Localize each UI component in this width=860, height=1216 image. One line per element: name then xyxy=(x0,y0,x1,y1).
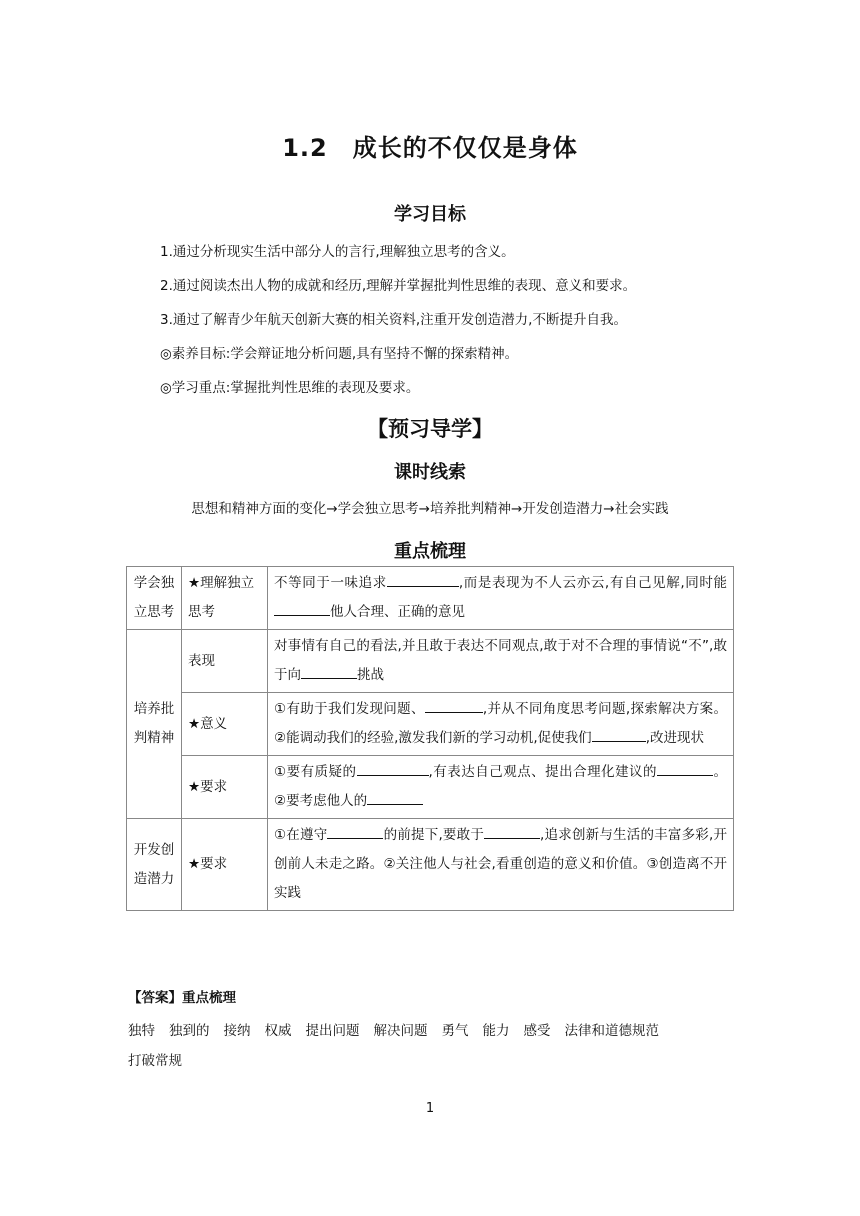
content-text: 他人合理、正确的意见 xyxy=(330,604,465,620)
answer-item: 解决问题 xyxy=(373,1023,428,1039)
topic-cell: 培养批判精神 xyxy=(127,630,182,819)
topic-cell: 学会独立思考 xyxy=(127,567,182,630)
goal-item: ◎素养目标:学会辩证地分析问题,具有坚持不懈的探索精神。 xyxy=(160,346,519,362)
content-text: 对事情有自己的看法,并且敢于表达不同观点,敢于对不合理的事情说“不”,敢于向 xyxy=(274,638,727,683)
goal-item: 2.通过阅读杰出人物的成就和经历,理解并掌握批判性思维的表现、意义和要求。 xyxy=(160,278,637,294)
table-row xyxy=(127,693,734,756)
fill-blank xyxy=(357,761,429,776)
fill-blank xyxy=(301,664,357,679)
table-row xyxy=(127,630,734,693)
answer-list xyxy=(128,1016,738,1076)
answer-item: 接纳 xyxy=(223,1023,251,1039)
answer-item: 独到的 xyxy=(169,1023,210,1039)
content-text: ①有助于我们发现问题、 xyxy=(274,701,425,717)
table-row xyxy=(127,819,734,911)
content-text: 不等同于一味追求 xyxy=(274,575,387,591)
fill-blank xyxy=(425,698,483,713)
fill-blank xyxy=(274,601,330,616)
answer-item: 独特 xyxy=(128,1023,155,1039)
subtopic-cell: 表现 xyxy=(182,630,268,693)
content-cell xyxy=(268,756,734,819)
content-text: ①在遵守 xyxy=(274,827,328,843)
content-cell xyxy=(268,630,734,693)
fill-blank xyxy=(657,761,713,776)
answer-item: 提出问题 xyxy=(305,1023,360,1039)
section-heading-goals: 学习目标 xyxy=(394,204,466,225)
answer-header: 【答案】重点梳理 xyxy=(128,990,236,1006)
content-cell xyxy=(268,693,734,756)
content-cell xyxy=(268,567,734,630)
content-text: 的前提下,要敢于 xyxy=(383,827,485,843)
answer-item: 能力 xyxy=(482,1023,510,1039)
fill-blank xyxy=(592,727,646,742)
fill-blank xyxy=(484,824,540,839)
key-points-table xyxy=(126,566,734,911)
page-number: 1 xyxy=(425,1101,435,1116)
content-text: ,追求创新与生活的丰富多彩,开创前人未走之路。②关注他人与社会,看重创造的意义和价值。③创造离不开实践 xyxy=(274,827,727,901)
topic-cell: 开发创造潜力 xyxy=(127,819,182,911)
goal-item: 1.通过分析现实生活中部分人的言行,理解独立思考的含义。 xyxy=(160,244,515,260)
content-text: ①要有质疑的 xyxy=(274,764,357,780)
fill-blank xyxy=(387,572,459,587)
content-text: ,并从不同角度思考问题,探索解决方案。②能调动我们的经验,激发我们新的学习动机,促使我们 xyxy=(274,701,727,746)
section-heading-preview: 【预习导学】 xyxy=(367,417,493,441)
goal-item: ◎学习重点:掌握批判性思维的表现及要求。 xyxy=(160,380,420,396)
content-cell xyxy=(268,819,734,911)
fill-blank xyxy=(367,790,423,805)
goal-item: 3.通过了解青少年航天创新大赛的相关资料,注重开发创造潜力,不断提升自我。 xyxy=(160,312,627,328)
subtopic-cell: ★理解独立思考 xyxy=(182,567,268,630)
fill-blank xyxy=(327,824,383,839)
content-text: ,改进现状 xyxy=(645,730,704,746)
table-row xyxy=(127,567,734,630)
answer-item: 勇气 xyxy=(441,1023,469,1039)
answer-item: 权威 xyxy=(264,1023,292,1039)
subtopic-cell: ★要求 xyxy=(182,756,268,819)
answer-item: 打破常规 xyxy=(128,1053,182,1069)
answer-item: 感受 xyxy=(523,1023,551,1039)
answer-item: 法律和道德规范 xyxy=(564,1023,659,1039)
lesson-clue-chain: 思想和精神方面的变化→学会独立思考→培养批判精神→开发创造潜力→社会实践 xyxy=(191,501,669,517)
subtopic-cell: ★意义 xyxy=(182,693,268,756)
subtopic-cell: ★要求 xyxy=(182,819,268,911)
content-text: 。②要考虑他人的 xyxy=(274,764,728,809)
content-text: 挑战 xyxy=(357,667,384,683)
table-row xyxy=(127,756,734,819)
section-heading-review: 重点梳理 xyxy=(394,541,466,562)
content-text: ,而是表现为不人云亦云,有自己见解,同时能 xyxy=(458,575,728,591)
section-heading-clue: 课时线索 xyxy=(394,462,466,483)
page-title: 1.2 成长的不仅仅是身体 xyxy=(282,134,578,162)
content-text: ,有表达自己观点、提出合理化建议的 xyxy=(428,764,658,780)
